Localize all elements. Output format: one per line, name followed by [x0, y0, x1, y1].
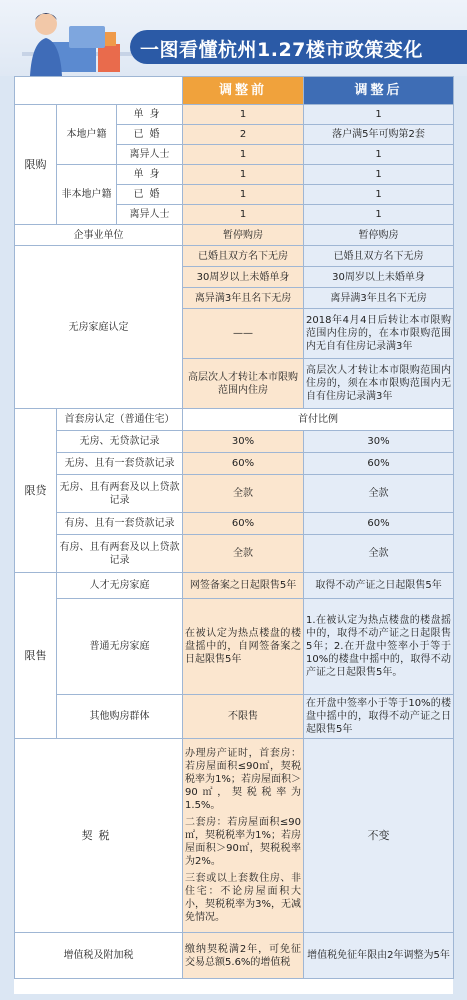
after-cell: 暂停购房	[304, 225, 454, 246]
header-banner	[0, 0, 467, 76]
after-cell: 已婚且双方名下无房	[304, 246, 454, 267]
page-title: 一图看懂杭州1.27楼市政策变化	[140, 39, 423, 61]
after-cell: 1	[304, 145, 454, 165]
no-house-label: 无房家庭认定	[15, 246, 183, 409]
category-xianshou: 限售	[15, 573, 57, 739]
status-label: 已婚	[117, 125, 183, 145]
before-cell: ——	[183, 309, 304, 359]
after-cell: 1	[304, 185, 454, 205]
category-xiangou: 限购	[15, 105, 57, 225]
deed-tax-before	[183, 739, 304, 933]
row-label: 其他购房群体	[57, 695, 183, 739]
before-cell: 1	[183, 145, 304, 165]
before-cell: 2	[183, 125, 304, 145]
before-cell: 30%	[183, 431, 304, 453]
enterprise-label: 企事业单位	[15, 225, 183, 246]
before-cell: 缴纳契税满2年，可免征交易总额5.6%的增值税	[183, 933, 304, 979]
table-row	[15, 739, 454, 933]
row-label: 有房、且有两套及以上贷款记录	[57, 535, 183, 573]
table-row	[15, 409, 454, 431]
after-cell: 离异满3年且名下无房	[304, 288, 454, 309]
column-header-before: 调整前	[183, 77, 304, 105]
before-cell: 60%	[183, 453, 304, 475]
policy-table	[14, 76, 454, 979]
after-cell: 取得不动产证之日起限售5年	[304, 573, 454, 599]
local-household-label: 本地户籍	[57, 105, 117, 165]
column-header-after: 调整后	[304, 77, 454, 105]
before-cell: 1	[183, 185, 304, 205]
policy-table-wrapper	[14, 76, 453, 994]
after-cell: 落户满5年可购第2套	[304, 125, 454, 145]
deed-tax-after: 不变	[304, 739, 454, 933]
before-cell: 不限售	[183, 695, 304, 739]
after-cell: 30%	[304, 431, 454, 453]
category-xiandai: 限贷	[15, 409, 57, 573]
row-label: 人才无房家庭	[57, 573, 183, 599]
before-cell: 60%	[183, 513, 304, 535]
nonlocal-household-label: 非本地户籍	[57, 165, 117, 225]
status-label: 单身	[117, 165, 183, 185]
before-cell: 1	[183, 205, 304, 225]
table-row	[15, 431, 454, 453]
header-blank	[15, 77, 183, 105]
after-cell: 在开盘中签率小于等于10%的楼盘中摇中的，取得不动产证之日起限售5年	[304, 695, 454, 739]
before-cell: 1	[183, 165, 304, 185]
before-cell: 高层次人才转让本市限购范围内住房	[183, 359, 304, 409]
deed-tax-paragraph: 二套房：若房屋面积≤90㎡，契税税率为1%；若房屋面积＞90㎡，契税税率为2%。	[185, 817, 302, 867]
status-label: 离异人士	[117, 205, 183, 225]
table-row	[15, 535, 454, 573]
vat-label: 增值税及附加税	[15, 933, 183, 979]
table-row	[15, 695, 454, 739]
after-cell: 1	[304, 205, 454, 225]
after-cell: 增值税免征年限由2年调整为5年	[304, 933, 454, 979]
after-cell: 高层次人才转让本市限购范围内住房的，须在本市限购范围内无自有住房记录满3年	[304, 359, 454, 409]
table-row	[15, 933, 454, 979]
table-row	[15, 573, 454, 599]
table-row	[15, 453, 454, 475]
after-cell: 2018年4月4日后转让本市限购范围内住房的，在本市限购范围内无自有住房记录满3年	[304, 309, 454, 359]
after-cell: 60%	[304, 453, 454, 475]
table-row	[15, 225, 454, 246]
table-row	[15, 475, 454, 513]
after-cell: 1	[304, 105, 454, 125]
deed-tax-label: 契税	[15, 739, 183, 933]
before-cell: 全款	[183, 535, 304, 573]
after-cell: 60%	[304, 513, 454, 535]
row-label: 有房、且有一套贷款记录	[57, 513, 183, 535]
after-cell: 全款	[304, 535, 454, 573]
down-payment-ratio-label: 首付比例	[183, 409, 454, 431]
table-row	[15, 246, 454, 267]
deed-tax-paragraph: 办理房产证时，首套房：若房屋面积≤90㎡，契税税率为1%；若房屋面积＞90㎡，契税税率为1.5%。	[185, 748, 302, 811]
status-label: 已婚	[117, 185, 183, 205]
row-label: 无房、且有两套及以上贷款记录	[57, 475, 183, 513]
status-label: 离异人士	[117, 145, 183, 165]
after-cell: 1	[304, 165, 454, 185]
row-label: 无房、无贷款记录	[57, 431, 183, 453]
before-cell: 暂停购房	[183, 225, 304, 246]
before-cell: 离异满3年且名下无房	[183, 288, 304, 309]
table-row	[15, 105, 454, 125]
first-home-label: 首套房认定（普通住宅）	[57, 409, 183, 431]
before-cell: 30周岁以上未婚单身	[183, 267, 304, 288]
column-header-row	[15, 77, 454, 105]
row-label: 普通无房家庭	[57, 599, 183, 695]
after-cell: 1.在被认定为热点楼盘的楼盘摇中的，取得不动产证之日起限售5年；2.在开盘中签率小于等于10%的楼盘中摇中的，取得不动产证之日起限售5年。	[304, 599, 454, 695]
before-cell: 网签备案之日起限售5年	[183, 573, 304, 599]
before-cell: 1	[183, 105, 304, 125]
person-at-desk-illustration	[14, 4, 134, 76]
after-cell: 30周岁以上未婚单身	[304, 267, 454, 288]
before-cell: 全款	[183, 475, 304, 513]
table-row	[15, 599, 454, 695]
deed-tax-paragraph: 三套或以上套数住房、非住宅：不论房屋面积大小，契税税率为3%，无减免情况。	[185, 873, 302, 923]
before-cell: 在被认定为热点楼盘的楼盘摇中的，自网签备案之日起限售5年	[183, 599, 304, 695]
row-label: 无房、且有一套贷款记录	[57, 453, 183, 475]
after-cell: 全款	[304, 475, 454, 513]
before-cell: 已婚且双方名下无房	[183, 246, 304, 267]
status-label: 单身	[117, 105, 183, 125]
table-row	[15, 165, 454, 185]
table-row	[15, 513, 454, 535]
